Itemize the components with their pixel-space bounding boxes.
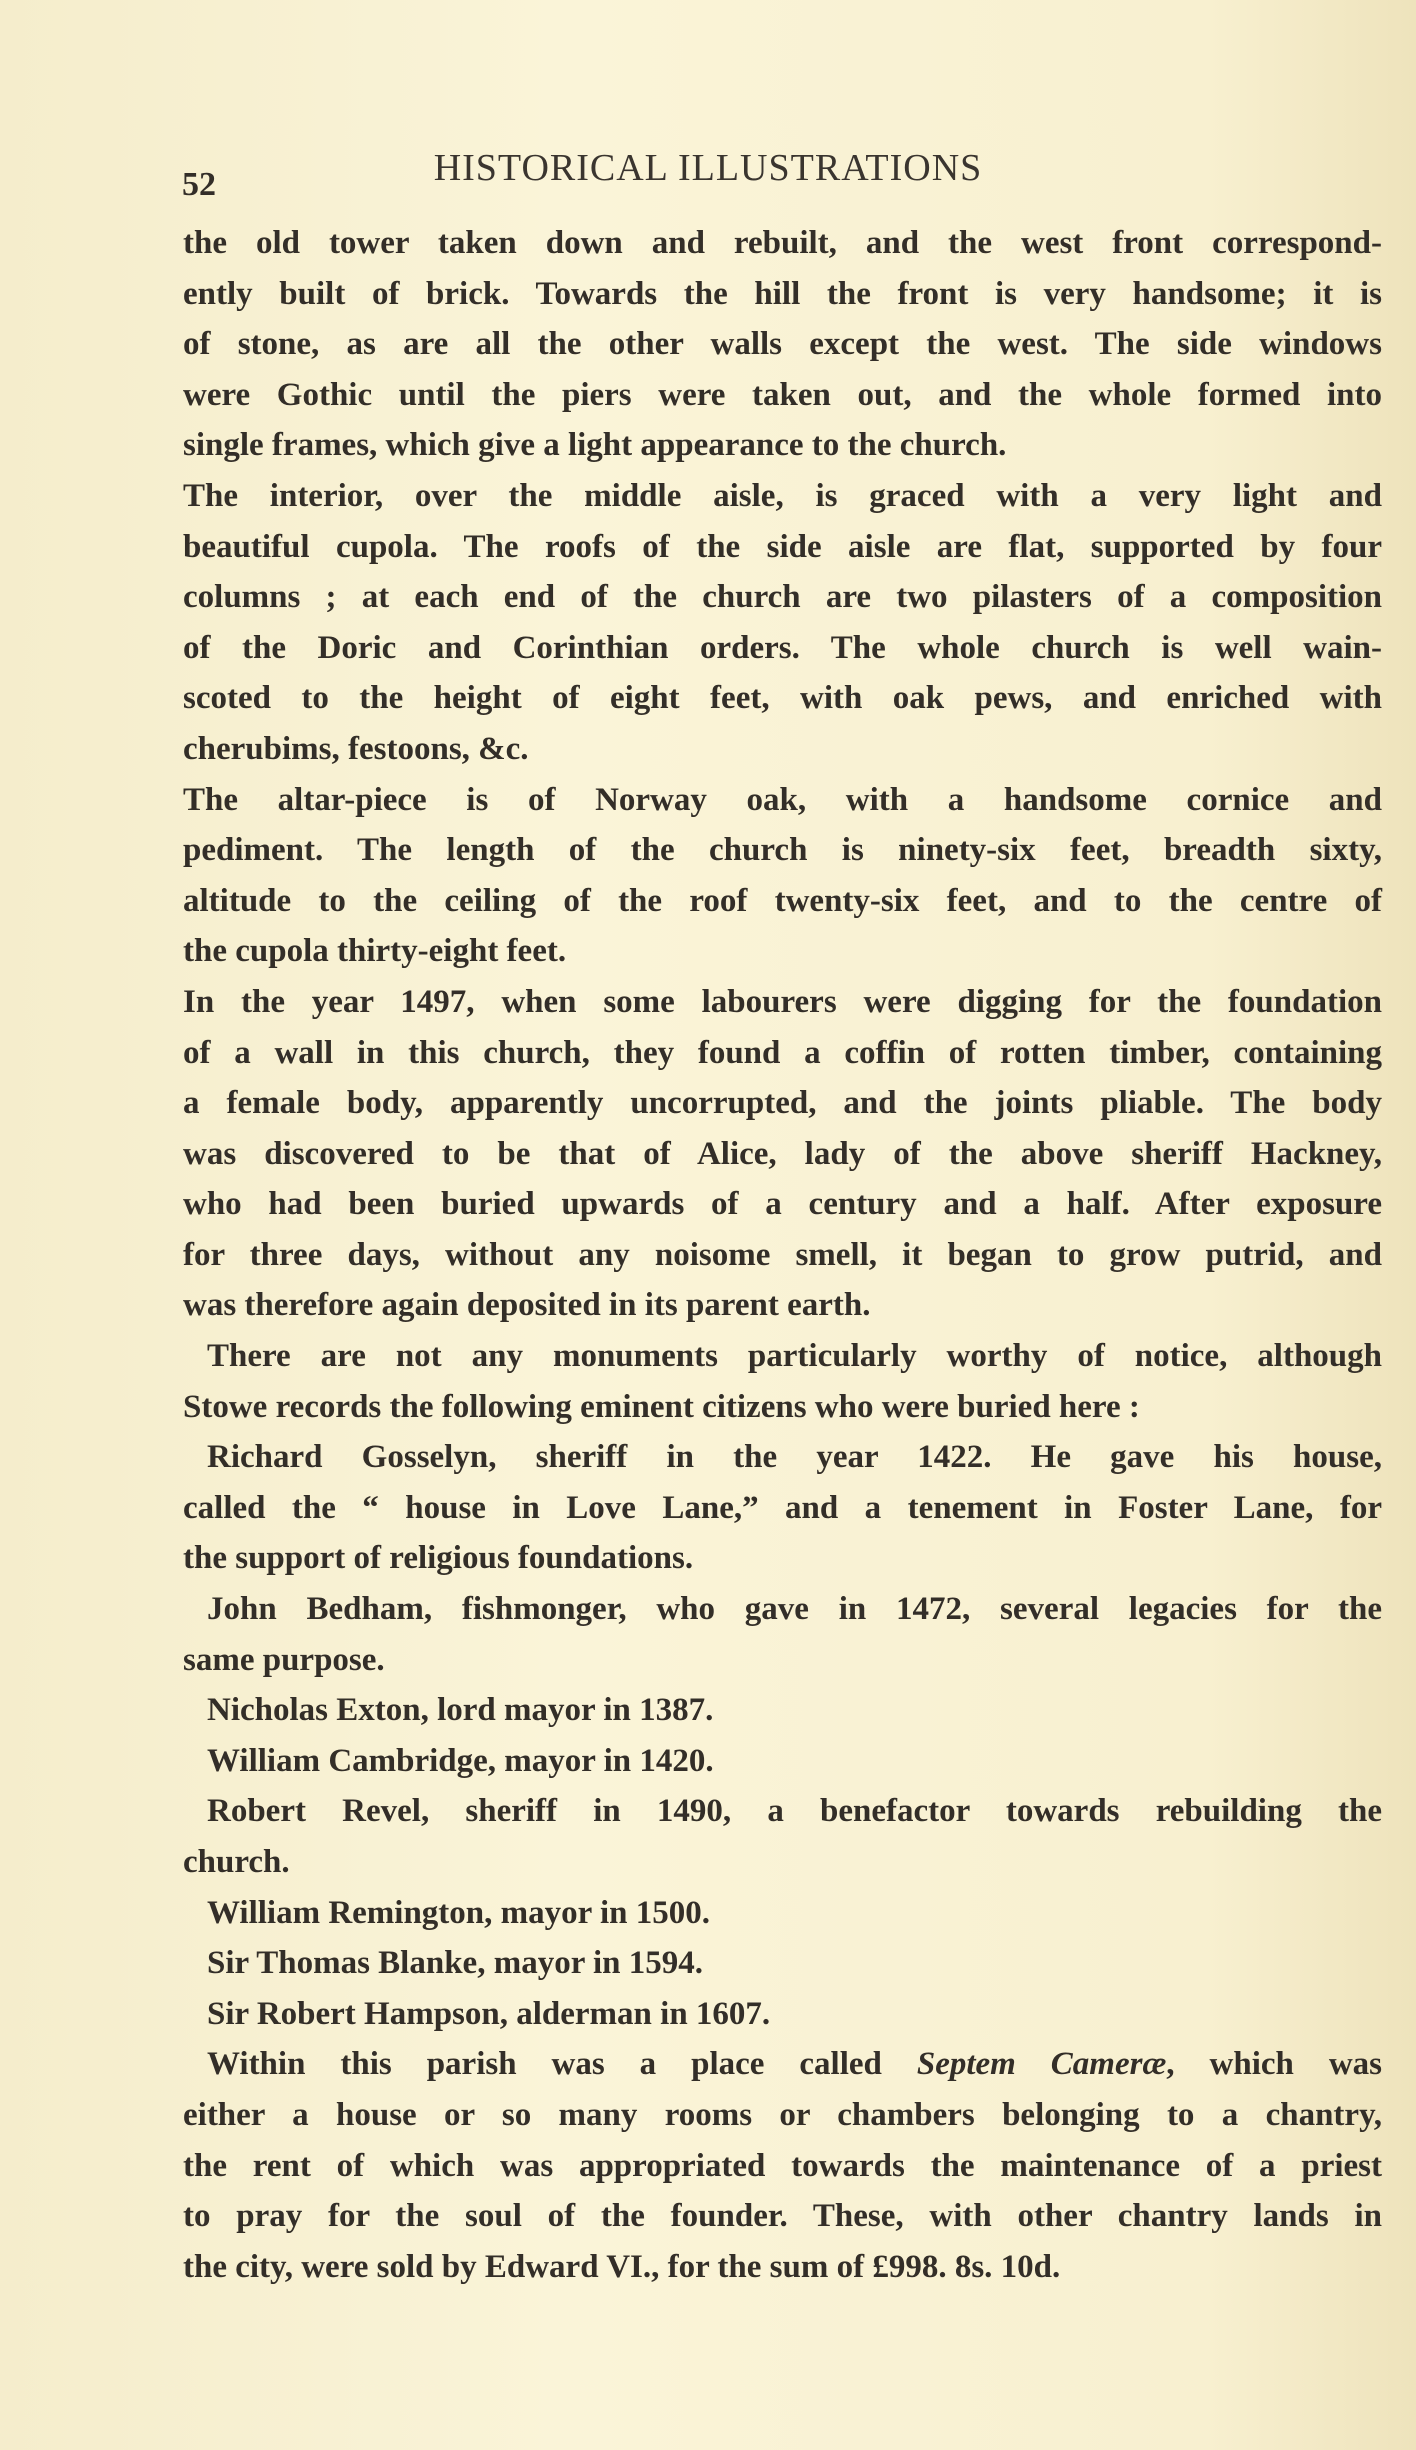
text-line: The altar-piece is of Norway oak, with a handsome cornice and [183, 781, 1382, 818]
text-line: the rent of which was appropriated towards the maintenance of a priest [183, 2147, 1382, 2184]
text-line: who had been buried upwards of a century and a half. After exposure [183, 1186, 1382, 1223]
text-line: of a wall in this church, they found a coffin of rotten timber, containing [183, 1034, 1382, 1071]
text-line: Stowe records the following eminent citizens who were buried here : [183, 1388, 1140, 1425]
text-line: the support of religious foundations. [183, 1540, 694, 1577]
text-line: The interior, over the middle aisle, is graced with a very light and [183, 477, 1382, 514]
text-line: same purpose. [183, 1641, 385, 1678]
text-line: the cupola thirty-eight feet. [183, 933, 567, 970]
text-line: of the Doric and Corinthian orders. The whole church is well wain- [183, 629, 1382, 666]
text-line: cherubims, festoons, &c. [183, 730, 529, 767]
text-line: either a house or so many rooms or chambers belonging to a chantry, [183, 2096, 1382, 2133]
body-text [183, 218, 1382, 2292]
page-number: 52 [182, 166, 216, 203]
text-line [183, 2039, 1382, 2090]
italic-term: Septem Cameræ [916, 2046, 1167, 2083]
text-line: ently built of brick. Towards the hill the front is very handsome; it is [183, 275, 1382, 312]
text-line: Nicholas Exton, lord mayor in 1387. [207, 1692, 714, 1729]
text-line: William Remington, mayor in 1500. [207, 1894, 710, 1931]
text-line: for three days, without any noisome smell, it began to grow putrid, and [183, 1236, 1382, 1273]
text-line: church. [183, 1844, 290, 1880]
running-head: HISTORICAL ILLUSTRATIONS [433, 147, 983, 189]
text-line: a female body, apparently uncorrupted, and the joints pliable. The body [183, 1085, 1382, 1122]
text-line: altitude to the ceiling of the roof twenty-six feet, and to the centre of [183, 882, 1382, 919]
text-line: columns ; at each end of the church are two pilasters of a composition [183, 579, 1382, 616]
text-segment: , which was [1166, 2046, 1382, 2083]
text-line: were Gothic until the piers were taken out, and the whole formed into [183, 376, 1382, 413]
text-line: Richard Gosselyn, sheriff in the year 1422. He gave his house, [207, 1439, 1382, 1476]
text-line: Robert Revel, sheriff in 1490, a benefactor towards rebuilding the [207, 1793, 1382, 1830]
text-segment: Within this parish was a place called [207, 2046, 917, 2083]
text-line: single frames, which give a light appearance to the church. [183, 427, 1007, 464]
text-line: was discovered to be that of Alice, lady of the above sheriff Hackney, [183, 1135, 1382, 1172]
text-line: Sir Thomas Blanke, mayor in 1594. [207, 1945, 704, 1982]
text-line: was therefore again deposited in its parent earth. [183, 1287, 871, 1324]
text-line: Sir Robert Hampson, alderman in 1607. [207, 1995, 771, 2032]
text-line: In the year 1497, when some labourers were digging for the foundation [183, 983, 1382, 1020]
text-line: to pray for the soul of the founder. These, with other chantry lands in [183, 2198, 1382, 2235]
text-line: beautiful cupola. The roofs of the side aisle are flat, supported by four [183, 528, 1382, 565]
text-line: pediment. The length of the church is ninety-six feet, breadth sixty, [183, 832, 1382, 869]
text-line: the old tower taken down and rebuilt, and the west front correspond- [183, 225, 1382, 261]
text-line: John Bedham, fishmonger, who gave in 1472, several legacies for the [207, 1591, 1382, 1628]
text-line: William Cambridge, mayor in 1420. [207, 1742, 714, 1779]
text-line: called the “ house in Love Lane,” and a tenement in Foster Lane, for [183, 1489, 1382, 1526]
text-line: the city, were sold by Edward VI., for the sum of £998. 8s. 10d. [183, 2248, 1061, 2285]
text-line: scoted to the height of eight feet, with oak pews, and enriched with [183, 680, 1382, 717]
text-line: of stone, as are all the other walls except the west. The side windows [183, 326, 1382, 363]
text-line: There are not any monuments particularly worthy of notice, although [207, 1338, 1382, 1375]
